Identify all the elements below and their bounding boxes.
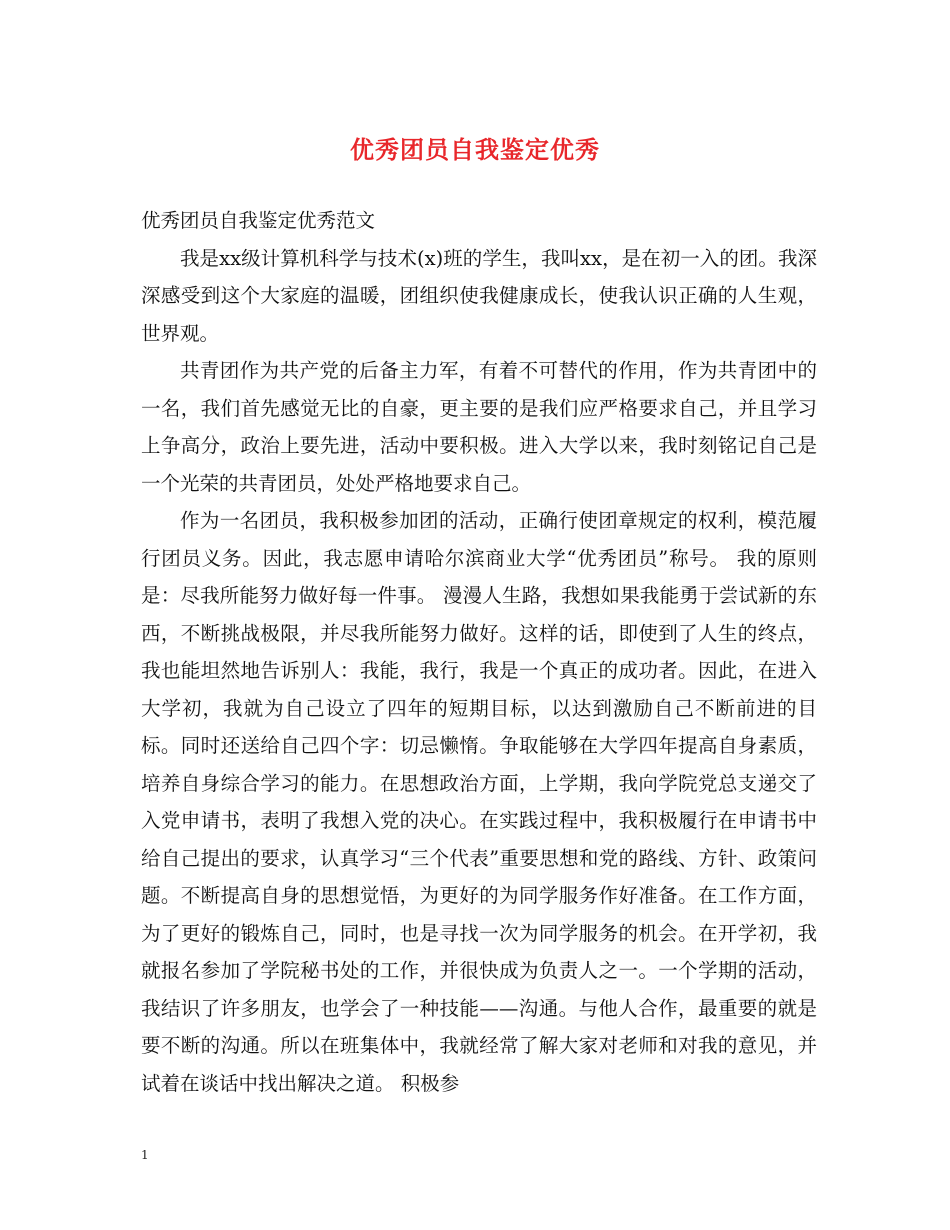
page-number: 1	[141, 1148, 149, 1162]
paragraph-3: 作为一名团员，我积极参加团的活动，正确行使团章规定的权利，模范履行团员义务。因此，我志愿申请哈尔滨商业大学“优秀团员”称号。 我的原则是：尽我所能努力做好每一件事。 漫漫人生路，我想如果我能勇于尝试新的东西，不断挑战极限，并尽我所能努力做好。这样的话，即使到了人生的终点，我也能坦然地告诉别人：我能，我行，我是一个真正的成功者。因此，在进入大学初，我就为自己设立了四年的短期目标，以达到激励自己不断前进的目标。同时还送给自己四个字：切忌懒惰。争取能够在大学四年提高自身素质，培养自身综合学习的能力。在思想政治方面，上学期，我向学院党总支递交了入党申请书，表明了我想入党的决心。在实践过程中，我积极履行在申请书中给自己提出的要求，认真学习“三个代表”重要思想和党的路线、方针、政策问题。不断提高自身的思想觉悟，为更好的为同学服务作好准备。在工作方面，为了更好的锻炼自己，同时，也是寻找一次为同学服务的机会。在开学初，我就报名参加了学院秘书处的工作，并很快成为负责人之一。一个学期的活动，我结识了许多朋友，也学会了一种技能——沟通。与他人合作，最重要的就是要不断的沟通。所以在班集体中，我就经常了解大家对老师和对我的意见，并试着在谈话中找出解决之道。 积极参	[141, 509, 817, 1095]
paragraph-1: 我是xx级计算机科学与技术(x)班的学生，我叫xx，是在初一入的团。我深深感受到这个大家庭的温暖，团组织使我健康成长，使我认识正确的人生观，世界观。	[141, 246, 817, 345]
document-title: 优秀团员自我鉴定优秀	[350, 135, 600, 164]
document-subtitle: 优秀团员自我鉴定优秀范文	[141, 209, 376, 232]
paragraph-2: 共青团作为共产党的后备主力军，有着不可替代的作用，作为共青团中的一名，我们首先感觉无比的自豪，更主要的是我们应严格要求自己，并且学习上争高分，政治上要先进，活动中要积极。进入大学以来，我时刻铭记自己是一个光荣的共青团员，处处严格地要求自己。	[141, 359, 817, 495]
document-body	[141, 202, 817, 1102]
